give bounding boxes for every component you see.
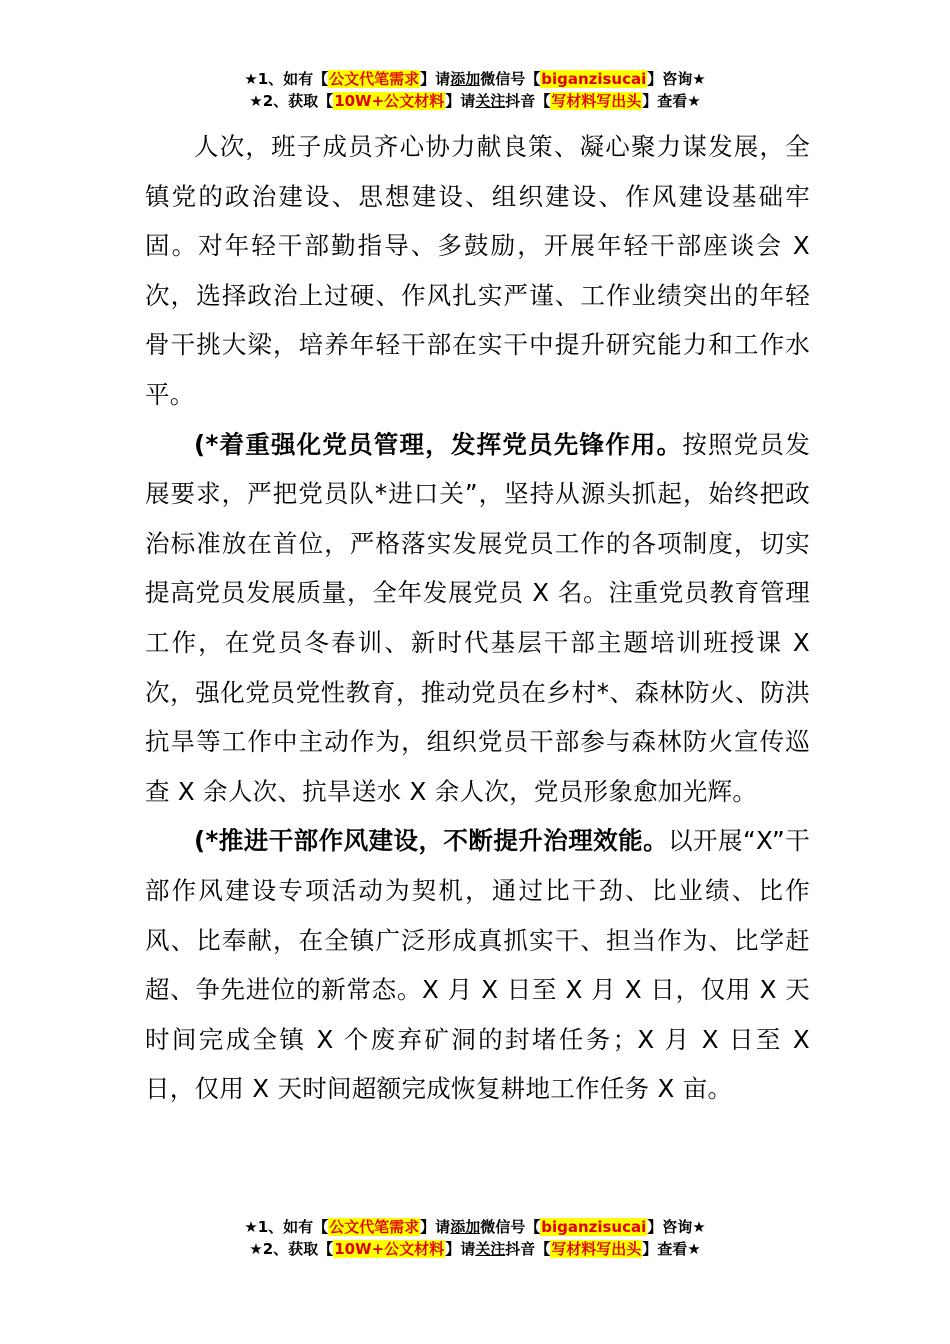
emphasis-text: 添加 bbox=[450, 1218, 481, 1236]
footer-banner bbox=[0, 1216, 950, 1260]
banner-text: 】请 bbox=[420, 70, 451, 88]
highlight-text: 写材料写出头 bbox=[551, 1240, 642, 1258]
highlight-text: 10W+公文材料 bbox=[334, 1240, 445, 1258]
banner-text: ★1、如有【 bbox=[244, 70, 329, 88]
highlight-text: 公文代笔需求 bbox=[329, 1218, 420, 1236]
paragraph-text: 以开展“X”干部作风建设专项活动为契机，通过比干劲、比业绩、比作风、比奉献，在全镇广泛形成真抓实干、担当作为、比学赶超、争先进位的新常态。X 月 X 日至 X 月 X 日，仅用 X 天时间完成全镇 X 个废弃矿洞的封堵任务；X 月 X 日至 X 日，仅用 X 天时间超额完成恢复耕地工作任务 X 亩。 bbox=[145, 826, 810, 1104]
banner-line-1 bbox=[0, 68, 950, 90]
banner-text: ★2、获取【 bbox=[249, 92, 334, 110]
highlight-text: biganzisucai bbox=[541, 70, 647, 88]
banner-text: ★2、获取【 bbox=[249, 1240, 334, 1258]
banner-text: 】咨询★ bbox=[647, 70, 706, 88]
banner-line-1 bbox=[0, 1216, 950, 1238]
document-body bbox=[145, 122, 810, 1114]
highlight-text: 写材料写出头 bbox=[551, 92, 642, 110]
paragraph-3 bbox=[145, 816, 810, 1114]
paragraph-2 bbox=[145, 420, 810, 817]
paragraph-1: 人次，班子成员齐心协力献良策、凝心聚力谋发展，全镇党的政治建设、思想建设、组织建设、作风建设基础牢固。对年轻干部勤指导、多鼓励，开展年轻干部座谈会 X 次，选择政治上过硬、作风扎实严谨、工作业绩突出的年轻骨干挑大梁，培养年轻干部在实干中提升研究能力和工作水平。 bbox=[145, 132, 810, 409]
highlight-text: 10W+公文材料 bbox=[334, 92, 445, 110]
banner-text: 微信号【 bbox=[480, 1218, 541, 1236]
banner-line-2 bbox=[0, 1238, 950, 1260]
emphasis-text: 添加 bbox=[450, 70, 481, 88]
banner-text: 】请 bbox=[420, 1218, 451, 1236]
section-heading: (*推进干部作风建设，不断提升治理效能。 bbox=[194, 826, 669, 856]
highlight-text: biganzisucai bbox=[541, 1218, 647, 1236]
banner-text: 微信号【 bbox=[480, 70, 541, 88]
emphasis-text: 关注 bbox=[475, 1240, 506, 1258]
banner-text: 】查看★ bbox=[642, 1240, 701, 1258]
banner-text: 抖音【 bbox=[505, 1240, 551, 1258]
banner-text: 】咨询★ bbox=[647, 1218, 706, 1236]
banner-line-2 bbox=[0, 90, 950, 112]
section-heading: (*着重强化党员管理，发挥党员先锋作用。 bbox=[194, 429, 683, 459]
banner-text: 】请 bbox=[445, 92, 476, 110]
header-banner bbox=[0, 68, 950, 112]
banner-text: 抖音【 bbox=[505, 92, 551, 110]
highlight-text: 公文代笔需求 bbox=[329, 70, 420, 88]
banner-text: 】查看★ bbox=[642, 92, 701, 110]
banner-text: 】请 bbox=[445, 1240, 476, 1258]
banner-text: ★1、如有【 bbox=[244, 1218, 329, 1236]
emphasis-text: 关注 bbox=[475, 92, 506, 110]
paragraph-text: 按照党员发展要求，严把党员队*进口关”，坚持从源头抓起，始终把政治标准放在首位，严格落实发展党员工作的各项制度，切实提高党员发展质量，全年发展党员 X 名。注重党员教育管理工作，在党员冬春训、新时代基层干部主题培训班授课 X 次，强化党员党性教育，推动党员在乡村*、森林防火、防洪抗旱等工作中主动作为，组织党员干部参与森林防火宣传巡查 X 余人次、抗旱送水 X 余人次，党员形象愈加光辉。 bbox=[145, 429, 810, 806]
